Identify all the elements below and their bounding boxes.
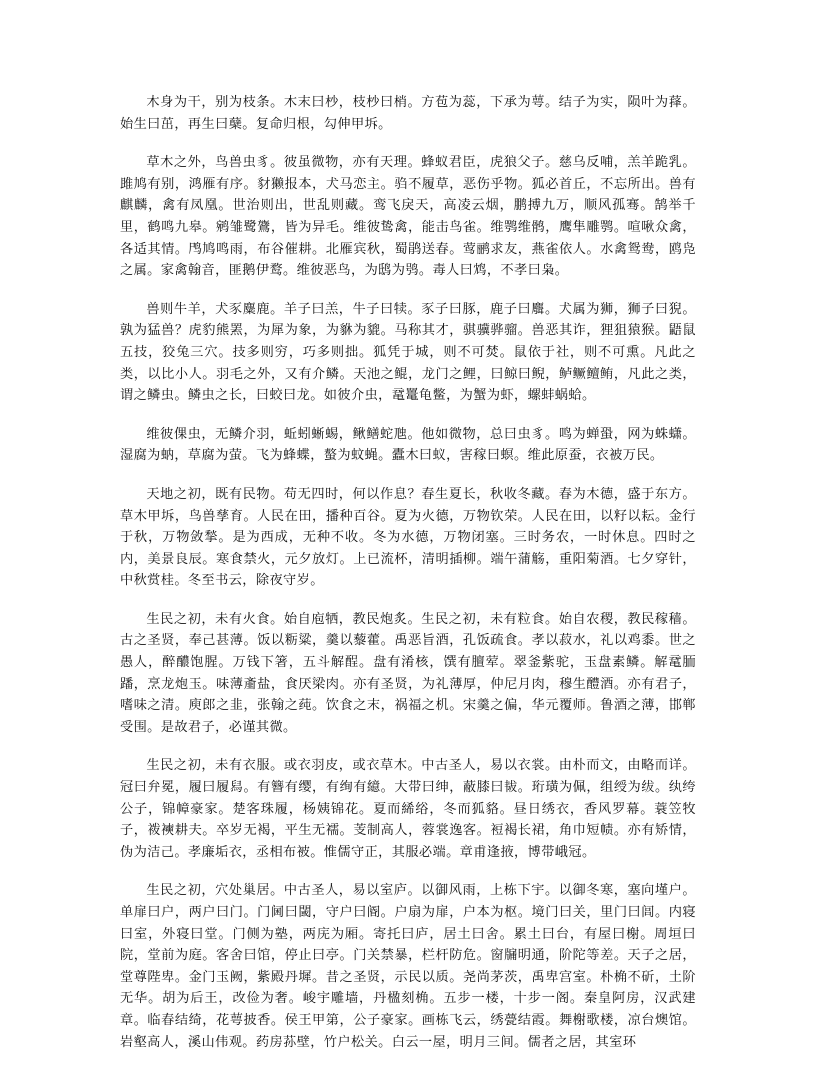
document-page <box>120 92 696 1070</box>
paragraph-seasons: 天地之初，既有民物。苟无四时，何以作息？春生夏长，秋收冬藏。春为木德，盛于东方。草木甲坼，鸟兽孳育。人民在田，播种百谷。夏为火德，万物钦荣。人民在田，以籽以耘。金行于秋，万物敛揫。是为西成，无种不收。冬为水德，万物闭塞。三时务农，一时休息。四时之内，美景良辰。寒食禁火，元夕放灯。上已流杯，清明插柳。端午蒲觞，重阳菊酒。七夕穿针，中秋赏桂。冬至书云，除夜守岁。 <box>120 486 696 589</box>
paragraph-plants: 木身为干，别为枝条。木末曰杪，枝杪曰梢。方苞为蕊，下承为萼。结子为实，陨叶为萚。始生曰茁，再生曰蘖。复命归根，勾伸甲坼。 <box>120 95 696 132</box>
paragraph-food: 生民之初，未有火食。始自庖牺，教民炮炙。生民之初，未有粒食。始自农稷，教民稼穑。古之圣贤，奉己甚薄。饭以粝粱，羹以藜藿。禹恶旨酒，孔饭疏食。孝以菽水，礼以鸡黍。世之愚人，醉醲饱腥。万钱下箸，五斗解酲。盘有淆核，馔有膻荤。翠釜紫驼，玉盘素鳞。解鼋胹蹯，烹龙炮玉。味薄齑盐，食厌梁肉。亦有圣贤，为礼薄厚，仲尼月肉，穆生醴酒。亦有君子，嗜味之清。庾郎之韭，张翰之莼。饮食之末，祸福之机。宋羹之偏，华元覆师。鲁酒之薄，邯郸受围。是故君子，必谨其微。 <box>120 611 696 735</box>
paragraph-beasts: 兽则牛羊，犬豕麋鹿。羊子曰羔，牛子曰犊。豕子曰豚，鹿子曰麛。犬属为狮，狮子曰猊。孰为猛兽？虎豹熊罴，为犀为象，为貅为貔。马称其才，骐骥骅骝。兽恶其诈，狸狙猿猴。鼯鼠五技，狡兔三穴。技多则穷，巧多则拙。狐凭于城，则不可焚。鼠依于社，则不可熏。凡此之类，以比小人。羽毛之外，又有介鳞。天池之鲲，龙门之鲤，曰鲸曰鲵，鲈鳜鳣鲔，凡此之类，谓之鳞虫。鳞虫之长，曰蛟曰龙。如彼介虫，鼋鼍龟鳖，为蟹为虾，螺蚌蜗蛤。 <box>120 301 696 404</box>
paragraph-clothing: 生民之初，未有衣服。或衣羽皮，或衣草木。中古圣人，易以衣裳。由朴而文，由略而详。冠曰弁冕，履曰履舄。有簪有缨，有绚有繶。大带曰绅，蔽膝曰韨。珩璜为佩，组绶为绂。纨绔公子，锦幛豪家。楚客珠履，杨姨锦花。夏而絺绤，冬而狐貉。昼日绣衣，香风罗幕。蓑笠牧子，袯襫耕夫。卒岁无褐，平生无襦。芰制高人，蓉裳逸客。裋褐长裙，角巾短帻。亦有矫情，伪为洁己。孝廉垢衣，丞相布被。惟儒守正，其服必端。章甫逢掖，博带峨冠。 <box>120 758 696 860</box>
paragraph-dwellings: 生民之初，穴处巢居。中古圣人，易以室庐。以御风雨，上栋下宇。以御冬寒，塞向墐户。单扉曰户，两户曰门。门阃曰閾，守户曰阍。户扇为扉，户本为枢。境门曰关，里门曰闾。内寝曰室，外寝曰堂。门侧为塾，两庑为厢。寄托曰庐，居土曰舍。累土曰台，有屋曰榭。周垣曰院，堂前为庭。客舍曰馆，停止曰亭。门关禁暴，栏杆防危。窗牖明通，阶陀等差。天子之居，堂尊陛卑。金门玉阙，紫殿丹墀。昔之圣贤，示民以质。尧尚茅茨，禹卑宫室。朴桷不斫，土阶无华。胡为后王，改俭为奢。峻宇雕墙，丹楹刻桷。五步一楼，十步一阁。秦皇阿房，汉武建章。临春结绮，花萼披香。侯王甲第，公子豪家。画栋飞云，绣甍结霞。舞榭歌楼，凉台燠馆。岩壑高人，溪山伟观。药房荪壁，竹户松关。白云一屋，明月三间。儒者之居，其室环 <box>120 883 696 1050</box>
paragraph-birds: 草木之外，鸟兽虫豸。彼虽微物，亦有天理。蜂蚁君臣，虎狼父子。慈乌反哺，羔羊跪乳。雎鸠有别，鸿雁有序。豺獭报本，犬马恋主。驺不履草，恶伤乎物。狐必首丘，不忘所出。兽有麒麟，禽有凤凰。世治则出，世乱则藏。鸾飞戾天，高凌云烟，鹏搏九万，顺风孤骞。鹄举千里，鹤鸣九皋。鹓雏鹭鷟，皆为异毛。维彼鸷禽，能击鸟雀。维鹗维鹘，鹰隼雕鹗。喧啾众禽，各适其情。鸤鸠鸣雨，布谷催耕。北雁宾秋，蜀鹃送春。莺鹂求友，燕雀依人。水禽鸳鸯，鸥凫之属。家禽翰音，匪鹅伊鹜。维彼恶鸟，为鸱为鸮。毒人曰鸩，不孝曰枭。 <box>120 155 696 279</box>
paragraph-insects: 维彼倮虫，无鳞介羽，蚯蚓蜥蜴，鳅鳝蛇虺。他如微物，总曰虫豸。鸣为蝉蛩，网为蛛蟏。湿腐为蚋，草腐为萤。飞为蜂蝶，螯为蚊蝇。蠹木曰蚁，害稼曰螟。维此原蚕，衣被万民。 <box>120 426 696 464</box>
